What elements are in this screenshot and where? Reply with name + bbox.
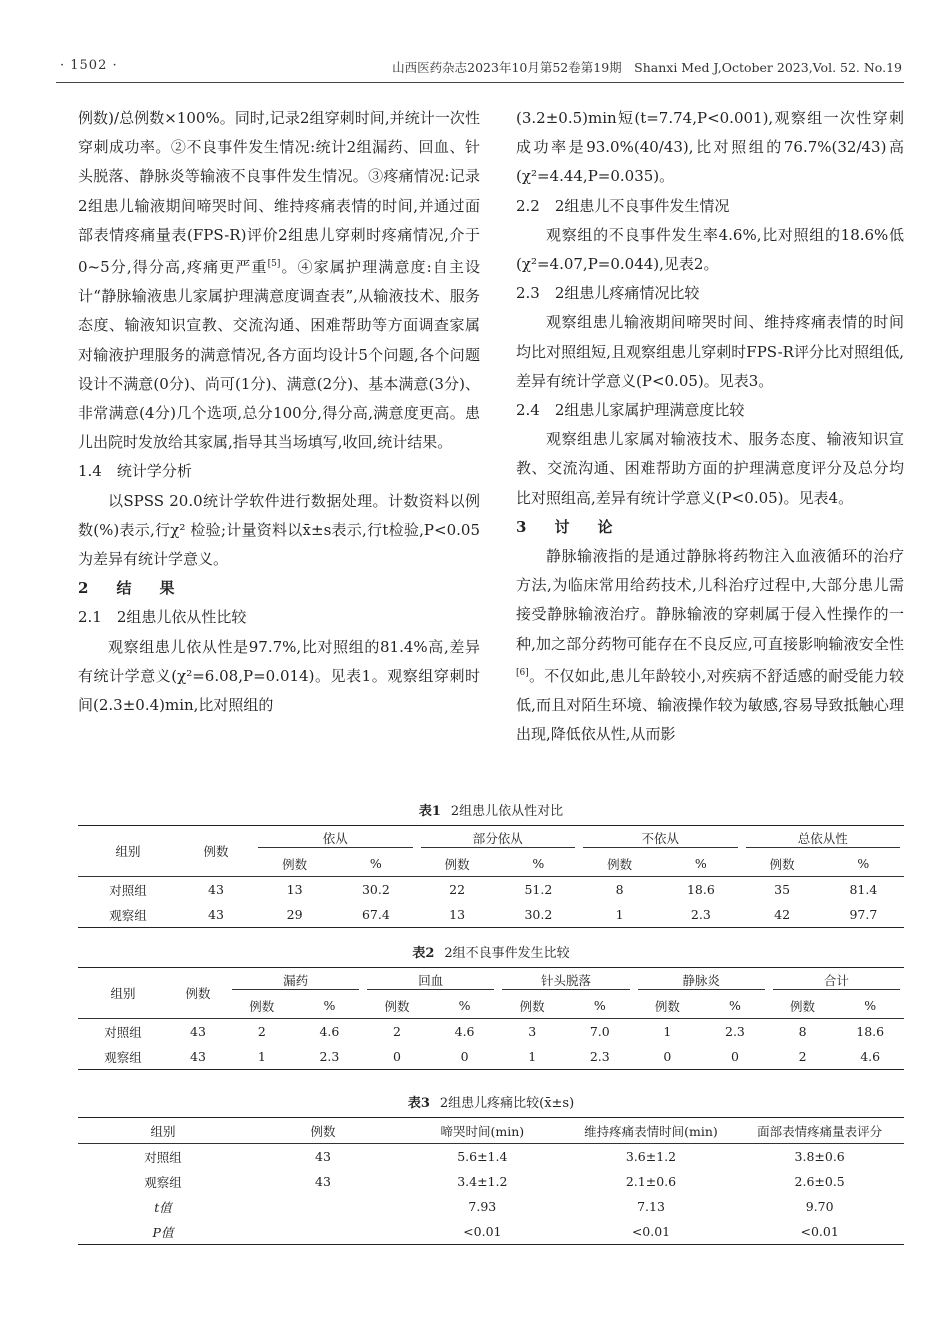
subsection-heading: 2.2 2组患儿不良事件发生情况: [516, 196, 730, 215]
header-group: 组别: [78, 1118, 248, 1144]
subheader-n: 例数: [579, 851, 660, 877]
table-1: [78, 800, 904, 928]
paragraph: 例数)/总例数×100%。同时,记录2组穿刺时间,并统计一次性穿刺成功率。②不良事件发生情况:统计2组漏药、回血、针头脱落、静脉炎等输液不良事件发生情况。③疼痛情况:记录2组患儿输液期间啼哭时间、维持疼痛表情的时间,并通过面部表情疼痛量表(FPS-R)评价2组患儿穿刺时疼痛情况,介于0~5分,得分高,疼痛更严重[5]。④家属护理满意度:自主设计“静脉输液患儿家属护理满意度调查表”,从输液技术、服务态度、输液知识宣教、交流沟通、困难帮助等方面调查家属对输液护理服务的满意情况,各方面均设计5个问题,各个问题设计不满意(0分)、尚可(1分)、满意(2分)、基本满意(3分)、非常满意(4分)几个选项,总分100分,得分高,满意度更高。患儿出院时发放给其家属,指导其当场填写,收回,统计结果。: [78, 109, 480, 452]
subsection-heading: 1.4 统计学分析: [78, 462, 192, 481]
table-3: [78, 1092, 904, 1245]
subsection-heading: 2.3 2组患儿疼痛情况比较: [516, 284, 700, 303]
header-n: 例数: [178, 826, 254, 877]
section-heading: 3 讨 论: [516, 517, 613, 536]
paragraph: 观察组患儿家属对输液技术、服务态度、输液知识宣教、交流沟通、困难帮助方面的护理满意度评分及总分均比对照组高,差异有统计学意义(P<0.05)。见表4。: [516, 430, 904, 507]
header-group: 组别: [78, 968, 168, 1019]
table-caption: 表1 2组患儿依从性对比: [418, 804, 564, 819]
subheader-n: 例数: [254, 851, 335, 877]
header-category: 部分依从: [417, 826, 580, 852]
paragraph: 静脉输液指的是通过静脉将药物注入血液循环的治疗方法,为临床常用给药技术,儿科治疗过程中,大部分患儿需接受静脉输液治疗。静脉输液的穿刺属于侵入性操作的一种,加之部分药物可能存在不良反应,可直接影响输液安全性[6]。不仅如此,患儿年龄较小,对疾病不舒适感的耐受能力较低,而且对陌生环境、输液操作较为敏感,容易导致抵触心理出现,降低依从性,从而影: [516, 547, 904, 744]
header-category: 漏药: [228, 968, 363, 994]
table-row: 对照组 43 2 4.6 2 4.6 3 7.0 1 2.3 8 18.6: [104, 1024, 885, 1040]
header-category: 合计: [769, 968, 904, 994]
paragraph: 观察组的不良事件发生率4.6%,比对照组的18.6%低(χ²=4.07,P=0.044),见表2。: [516, 225, 904, 274]
table-row: 观察组 43 29 67.4 13 30.2 1 2.3 42 97.7: [109, 907, 878, 923]
page-header: [0, 56, 950, 80]
paragraph: (3.2±0.5)min短(t=7.74,P<0.001),观察组一次性穿刺成功率是93.0%(40/43),比对照组的76.7%(32/43)高(χ²=4.44,P=0.035)。: [516, 109, 904, 186]
compliance-table: [78, 825, 904, 928]
header-category: 依从: [254, 826, 417, 852]
citation-ref: [5]: [267, 259, 281, 270]
adverse-events-table: 组别 例数 漏药 回血 针头脱落 静脉炎 合计 例数 % 例数 % 例数 % 例数 % 例数 % 对照组 43 2 4.6 2 4.6 3 7.0 1 2.3 8 18.6 观察组 43 1 2.3 0 0 1 2.3 0 0 2 4.6: [78, 967, 904, 1070]
subheader-pct: %: [335, 851, 416, 877]
citation-ref: [6]: [516, 667, 529, 678]
table-caption: 表2 2组不良事件发生比较: [412, 946, 570, 961]
header-rule: [56, 82, 904, 83]
header-n: 例数: [168, 968, 228, 1019]
subheader-n: 例数: [742, 851, 823, 877]
header-category: 总依从性: [742, 826, 905, 852]
section-heading: 2 结 果: [78, 579, 175, 598]
header-group: 组别: [78, 826, 178, 877]
subheader-pct: %: [660, 851, 741, 877]
header-pain-expression-time: 维持疼痛表情时间(min): [567, 1118, 736, 1144]
header-n: 例数: [248, 1118, 398, 1144]
pain-table: [78, 1117, 904, 1245]
paragraph: 观察组患儿依从性是97.7%,比对照组的81.4%高,差异有统计学意义(χ²=6.08,P=0.014)。见表1。观察组穿刺时间(2.3±0.4)min,比对照组的: [78, 637, 480, 715]
header-fps-r-score: 面部表情疼痛量表评分: [735, 1118, 904, 1144]
right-column: [516, 104, 904, 749]
header-crying-time: 啼哭时间(min): [398, 1118, 567, 1144]
page-number: · 1502 ·: [60, 58, 118, 73]
journal-citation: 山西医药杂志2023年10月第52卷第19期 Shanxi Med J,October 2023,Vol. 52. No.19: [392, 60, 902, 75]
table-row: t值 7.93 7.13 9.70: [154, 1199, 834, 1215]
header-category: 回血: [363, 968, 498, 994]
left-column: [78, 104, 480, 720]
subsection-heading: 2.4 2组患儿家属护理满意度比较: [516, 401, 745, 420]
header-category: 针头脱落: [498, 968, 633, 994]
paragraph: 以SPSS 20.0统计学软件进行数据处理。计数资料以例数(%)表示,行χ² 检验;计量资料以x̄±s表示,行t检验,P<0.05为差异有统计学意义。: [78, 491, 480, 569]
header-category: 不依从: [579, 826, 742, 852]
table-row: 对照组 43 5.6±1.4 3.6±1.2 3.8±0.6: [144, 1149, 845, 1165]
header-category: 静脉炎: [634, 968, 769, 994]
table-caption: 表3 2组患儿疼痛比较(x̄±s): [407, 1096, 575, 1111]
table-row: 观察组 43 3.4±1.2 2.1±0.6 2.6±0.5: [144, 1174, 845, 1190]
subheader-n: 例数: [417, 851, 498, 877]
subsection-heading: 2.1 2组患儿依从性比较: [78, 608, 247, 627]
table-row: 对照组 43 13 30.2 22 51.2 8 18.6 35 81.4: [109, 882, 878, 898]
table-row: P值 <0.01 <0.01 <0.01: [152, 1224, 839, 1240]
table-2: [78, 942, 904, 1070]
table-row: 观察组 43 1 2.3 0 0 1 2.3 0 0 2 4.6: [104, 1049, 881, 1065]
paragraph: 观察组患儿输液期间啼哭时间、维持疼痛表情的时间均比对照组短,且观察组患儿穿刺时FPS-R评分比对照组低,差异有统计学意义(P<0.05)。见表3。: [516, 313, 904, 390]
subheader-pct: %: [498, 851, 579, 877]
subheader-pct: %: [823, 851, 904, 877]
